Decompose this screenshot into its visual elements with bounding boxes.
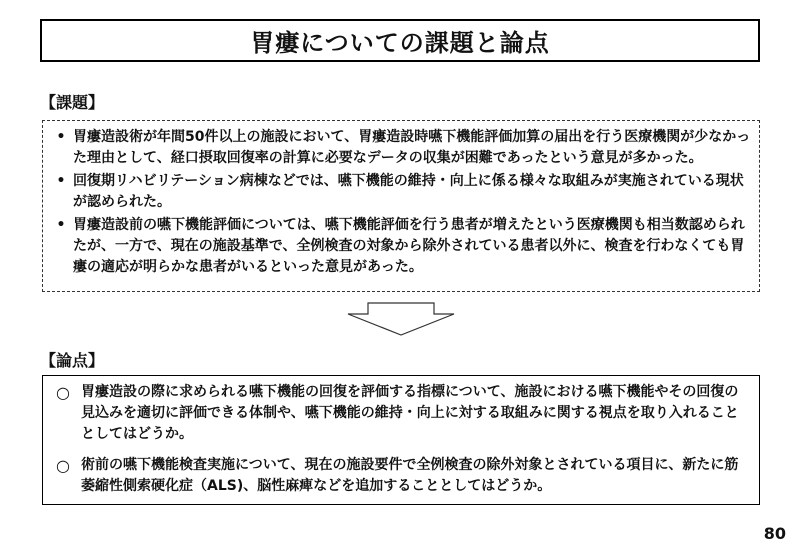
point-text: 術前の嚥下機能検査実施について、現在の施設要件で全例検査の除外対象とされている項目に、新たに筋萎縮性側索硬化症（ALS)、脳性麻痺などを追加することとしてはどうか。 <box>81 457 739 494</box>
issue-item <box>51 127 751 169</box>
bullet-icon: • <box>56 217 66 233</box>
circle-marker-icon: ○ <box>56 383 70 402</box>
issues-box <box>42 120 760 292</box>
title-box <box>40 19 760 62</box>
page-number: 80 <box>763 524 786 543</box>
issues-label: 【課題】 <box>40 93 105 112</box>
issue-text: 胃瘻造設術が年間50件以上の施設において、胃瘻造設時嚥下機能評価加算の届出を行う医療機関が少なかった理由として、経口摂取回復率の計算に必要なデータの収集が困難であったという意見が多かった。 <box>73 129 751 166</box>
issues-list <box>51 127 751 278</box>
issue-item <box>51 171 751 213</box>
issue-text: 回復期リハビリテーション病棟などでは、嚥下機能の維持・向上に係る様々な取組みが実施されている現状が認められた。 <box>73 173 744 210</box>
page-title: 胃瘻についての課題と論点 <box>250 29 550 57</box>
points-box <box>42 375 760 505</box>
issue-text: 胃瘻造設前の嚥下機能評価については、嚥下機能評価を行う患者が増えたという医療機関も相当数認められたが、一方で、現在の施設基準で、全例検査の対象から除外されている患者以外に、検査を行わなくても胃瘻の適応が明らかな患者がいるといった意見があった。 <box>73 217 745 275</box>
issue-item <box>51 215 751 278</box>
bullet-icon: • <box>56 129 66 145</box>
point-item <box>51 382 751 445</box>
points-label: 【論点】 <box>40 351 105 370</box>
circle-marker-icon: ○ <box>56 456 70 475</box>
down-arrow-icon <box>346 302 456 336</box>
point-text: 胃瘻造設の際に求められる嚥下機能の回復を評価する指標について、施設における嚥下機能やその回復の見込みを適切に評価できる体制や、嚥下機能の維持・向上に対する取組みに関する視点を取り入れることとしてはどうか。 <box>81 384 739 442</box>
point-item <box>51 455 751 497</box>
bullet-icon: • <box>56 173 66 189</box>
